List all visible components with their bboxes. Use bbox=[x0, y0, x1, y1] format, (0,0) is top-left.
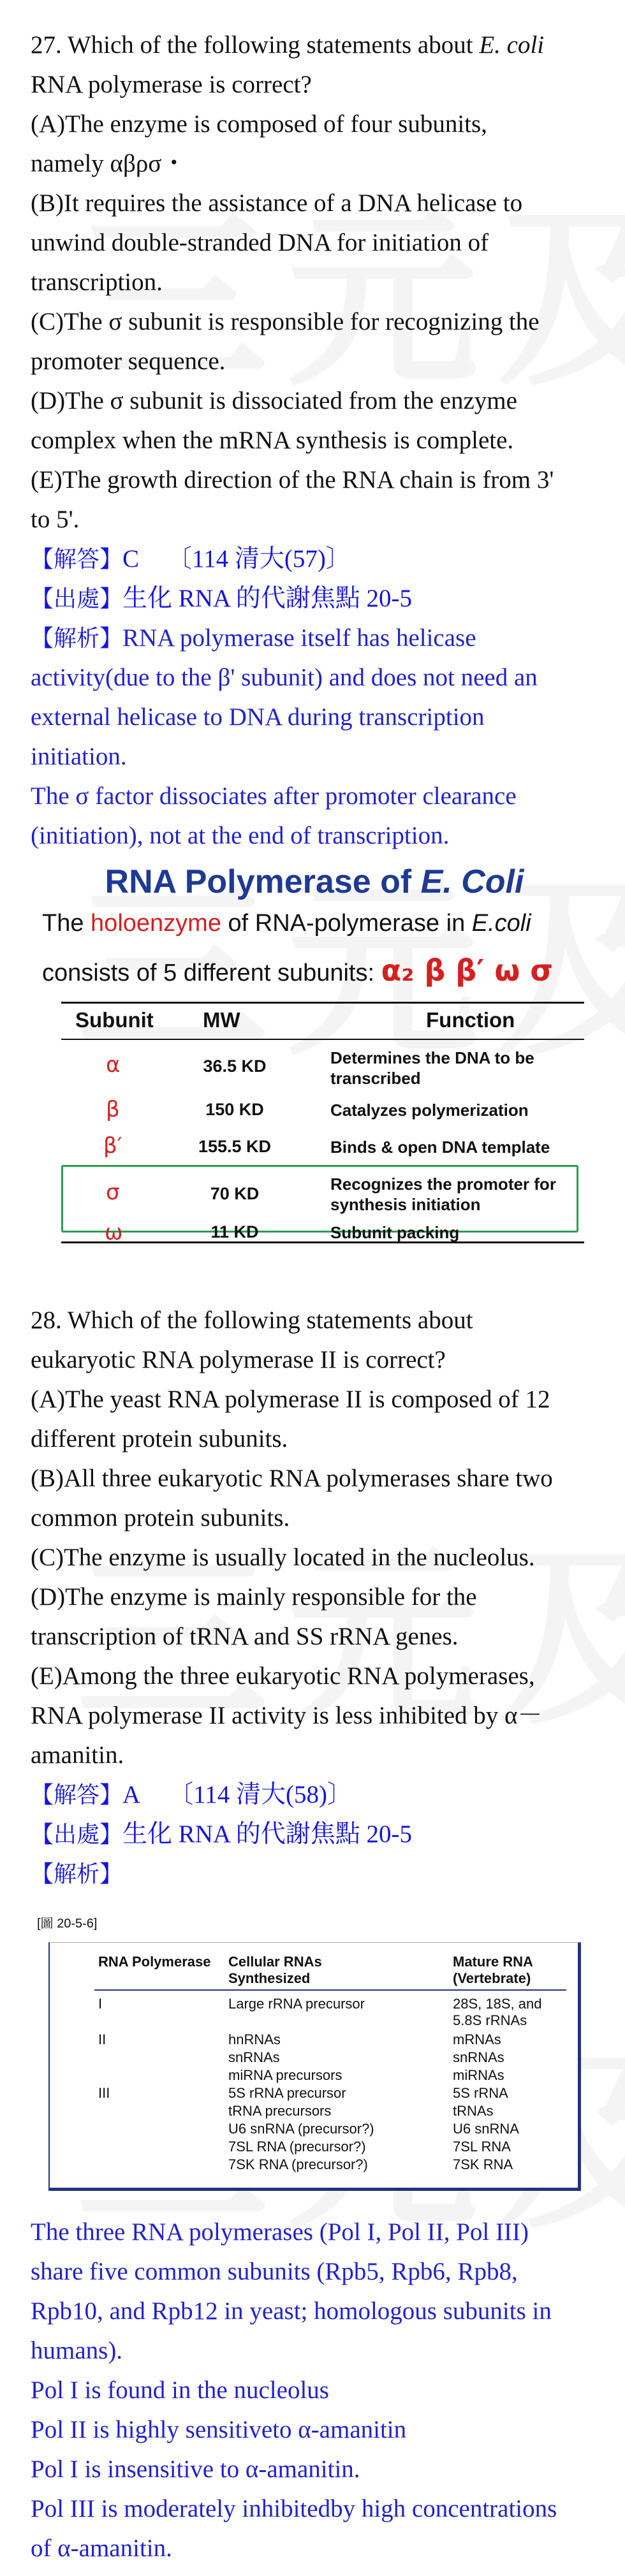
synth-cell: miRNA precursors bbox=[228, 2067, 342, 2083]
q27-option-a: (A)The enzyme is composed of four subunits, bbox=[31, 110, 487, 138]
q28-explain-line: humans). bbox=[31, 2337, 123, 2364]
q27-explain-line: initiation. bbox=[31, 743, 127, 770]
mature-cell: snRNAs bbox=[453, 2049, 504, 2065]
synth-cell: 5S rRNA precursor bbox=[228, 2085, 346, 2101]
header-cellular-rnas: Cellular RNAs Synthesized bbox=[228, 1954, 322, 1986]
header-subunit: Subunit bbox=[75, 1008, 154, 1032]
q28-explain-line: Pol I is found in the nucleolus bbox=[31, 2376, 329, 2404]
q28-line: eukaryotic RNA polymerase II is correct? bbox=[31, 1346, 446, 1373]
source-value: 生化 RNA 的代謝焦點 20-5 bbox=[122, 585, 412, 612]
answer-value: C bbox=[122, 545, 140, 573]
q27-line: unwind double-stranded DNA for initiation of bbox=[31, 229, 489, 256]
subunit-function: Subunit packing bbox=[330, 1223, 460, 1242]
subunit-symbol: ω bbox=[105, 1220, 123, 1245]
mature-cell: mRNAs bbox=[453, 2031, 501, 2047]
header-mw: MW bbox=[203, 1008, 240, 1032]
q28-explain bbox=[31, 1854, 605, 1894]
subunit-symbol: σ bbox=[106, 1180, 120, 1205]
header-rna-polymerase: RNA Polymerase bbox=[98, 1954, 211, 1970]
q28-line: RNA polymerase II activity is less inhibited by α－ bbox=[31, 1702, 543, 1729]
synth-cell: 7SL RNA (precursor?) bbox=[228, 2139, 366, 2155]
subunit-mw: 36.5 KD bbox=[203, 1057, 267, 1076]
source-label: 【出處】 bbox=[31, 586, 123, 612]
q28-explain-line: Pol III is moderately inhibitedby high concentrations bbox=[31, 2495, 557, 2522]
figure-consists-line: consists of 5 different subunits: α₂ β β′ ω σ bbox=[42, 953, 554, 988]
synth-cell: tRNA precursors bbox=[228, 2103, 332, 2119]
q28-line: different protein subunits. bbox=[31, 1425, 288, 1453]
q28-question-line: 28. Which of the following statements about bbox=[31, 1306, 473, 1334]
synth-cell: U6 snRNA (precursor?) bbox=[228, 2121, 374, 2137]
q28-line: transcription of tRNA and SS rRNA genes. bbox=[31, 1623, 459, 1650]
q28-option-a: (A)The yeast RNA polymerase II is composed of 12 bbox=[31, 1386, 550, 1413]
q28-explain-line: The three RNA polymerases (Pol I, Pol II, Pol III) bbox=[31, 2218, 529, 2246]
answer-source: 〔114 清大(58)〕 bbox=[168, 1781, 352, 1808]
subunit-formula: α₂ β β′ ω σ bbox=[381, 953, 554, 988]
ecoli-rnap-figure bbox=[31, 858, 598, 1247]
pol-cell: III bbox=[98, 2085, 110, 2101]
q27-option-e: (E)The growth direction of the RNA chain is from 3' bbox=[31, 466, 554, 494]
subunit-function: Determines the DNA to be transcribed bbox=[330, 1048, 534, 1088]
mature-cell: 5S rRNA bbox=[453, 2085, 508, 2101]
q28-option-e: (E)Among the three eukaryotic RNA polymerases, bbox=[31, 1662, 535, 1690]
table-header-rule bbox=[61, 1039, 584, 1040]
pol-cell: I bbox=[98, 1996, 103, 2012]
synth-cell: Large rRNA precursor bbox=[228, 1996, 365, 2012]
header-mature-rna: Mature RNA (Vertebrate) bbox=[453, 1954, 533, 1986]
source-label: 【出處】 bbox=[31, 1822, 123, 1848]
answer-label: 【解答】 bbox=[31, 546, 123, 573]
header-function: Function bbox=[426, 1008, 515, 1032]
answer-source: 〔114 清大(57)〕 bbox=[167, 545, 351, 573]
q28-option-c: (C)The enzyme is usually located in the nucleolus. bbox=[31, 1544, 535, 1571]
q27-option-d: (D)The σ subunit is dissociated from the enzyme bbox=[31, 387, 517, 414]
q27-option-b: (B)It requires the assistance of a DNA helicase to bbox=[31, 189, 523, 217]
q27-line: transcription. bbox=[31, 268, 163, 296]
subunit-function: Recognizes the promoter for synthesis initiation bbox=[330, 1175, 556, 1214]
q27-line: to 5'. bbox=[31, 506, 80, 533]
q27-explain-line: The σ factor dissociates after promoter clearance bbox=[31, 782, 517, 810]
q28-option-d: (D)The enzyme is mainly responsible for the bbox=[31, 1583, 477, 1611]
subunit-mw: 155.5 KD bbox=[198, 1137, 272, 1156]
synth-cell: hnRNAs bbox=[228, 2031, 281, 2047]
q28-source bbox=[31, 1815, 605, 1855]
q27-line: RNA polymerase is correct? bbox=[31, 71, 312, 98]
subunit-symbol: β bbox=[106, 1097, 120, 1122]
q28-explain-line: Pol II is highly sensitiveto α-amanitin bbox=[31, 2416, 407, 2443]
source-value: 生化 RNA 的代謝焦點 20-5 bbox=[122, 1820, 412, 1848]
q28-explain-line: Rpb10, and Rpb12 in yeast; homologous subunits in bbox=[31, 2297, 552, 2325]
mature-cell: miRNAs bbox=[453, 2067, 504, 2083]
subunit-function: Catalyzes polymerization bbox=[330, 1101, 529, 1120]
q27-line: complex when the mRNA synthesis is complete. bbox=[31, 427, 514, 454]
subunit-symbol: α bbox=[106, 1052, 121, 1078]
explain-label: 【解析】 bbox=[31, 1861, 123, 1887]
synth-cell: 7SK RNA (precursor?) bbox=[228, 2156, 368, 2172]
answer-value: A bbox=[122, 1781, 141, 1808]
q28-option-b: (B)All three eukaryotic RNA polymerases share two bbox=[31, 1465, 553, 1492]
figure-title: RNA Polymerase of E. Coli bbox=[105, 863, 524, 900]
q27-explain-line: (initiation), not at the end of transcription. bbox=[31, 822, 450, 849]
mature-cell: 7SL RNA bbox=[453, 2139, 511, 2155]
q28-explain-line: of α-amanitin. bbox=[31, 2535, 172, 2562]
synth-cell: snRNAs bbox=[228, 2049, 280, 2065]
subunit-function: Binds & open DNA template bbox=[330, 1138, 550, 1157]
table-top-rule bbox=[61, 1002, 584, 1004]
q27-question-line: 27. Which of the following statements about E. coli bbox=[31, 31, 545, 59]
q28-explain-line: Pol I is insensitive to α-amanitin. bbox=[31, 2455, 360, 2483]
subunit-mw: 150 KD bbox=[205, 1100, 264, 1119]
q27-explain bbox=[31, 618, 605, 659]
q28-line: common protein subunits. bbox=[31, 1504, 290, 1532]
q27-option-c: (C)The σ subunit is responsible for recognizing the bbox=[31, 308, 540, 335]
q27-explain-line: activity(due to the β' subunit) and does not need an bbox=[31, 664, 538, 691]
q27-source bbox=[31, 579, 605, 619]
figure-subtitle: The holoenzyme of RNA-polymerase in E.coli bbox=[42, 910, 531, 937]
q28-explain-line: share five common subunits (Rpb5, Rpb6, Rpb8, bbox=[31, 2258, 518, 2285]
pol-cell: II bbox=[98, 2031, 107, 2047]
q27-explain-line: external helicase to DNA during transcription bbox=[31, 703, 485, 731]
q27-answer bbox=[31, 539, 605, 580]
q28-answer bbox=[31, 1775, 605, 1815]
explain-text: RNA polymerase itself has helicase bbox=[122, 624, 476, 652]
figure-caption: [圖 20-5-6] bbox=[37, 1917, 98, 1931]
q28-line: amanitin. bbox=[31, 1741, 124, 1769]
q27-line: namely αβρσ・ bbox=[31, 150, 187, 177]
mature-cell: tRNAs bbox=[453, 2103, 494, 2119]
explain-label: 【解析】 bbox=[31, 626, 123, 652]
subunit-mw: 11 KD bbox=[210, 1222, 259, 1241]
answer-label: 【解答】 bbox=[31, 1782, 123, 1808]
mature-cell: 28S, 18S, and 5.8S rRNAs bbox=[453, 1996, 542, 2028]
subunit-mw: 70 KD bbox=[210, 1184, 260, 1203]
eukaryotic-rnap-table-figure bbox=[37, 1913, 598, 2193]
subunit-symbol: β′ bbox=[103, 1133, 122, 1159]
q27-line: promoter sequence. bbox=[31, 348, 226, 375]
mature-cell: U6 snRNA bbox=[453, 2121, 519, 2137]
mature-cell: 7SK RNA bbox=[453, 2156, 513, 2172]
table-header-rule bbox=[94, 1989, 566, 1991]
